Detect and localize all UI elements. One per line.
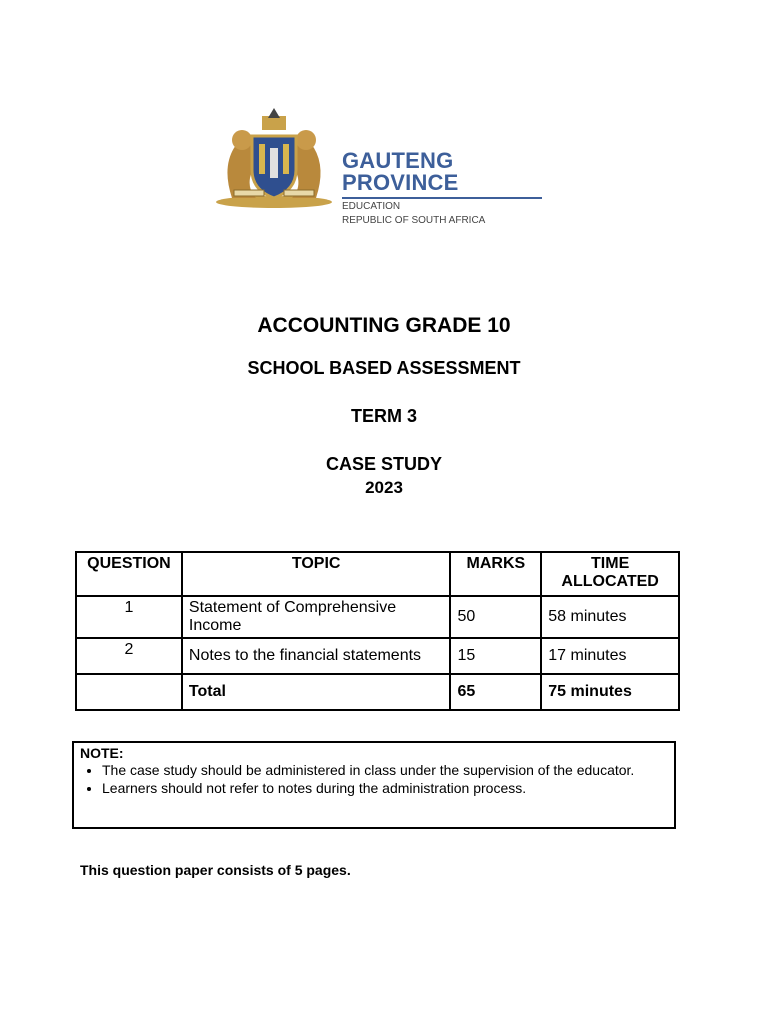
table-header-row — [76, 552, 679, 596]
country-name: REPUBLIC OF SOUTH AFRICA — [342, 215, 486, 226]
document-subtitle: SCHOOL BASED ASSESSMENT — [247, 358, 521, 378]
row-question: 1 — [76, 596, 182, 638]
note-list — [80, 763, 668, 796]
table-row — [76, 596, 679, 638]
row-question: 2 — [76, 638, 182, 674]
row-marks: 50 — [450, 596, 541, 638]
note-box — [72, 741, 676, 829]
header-marks: MARKS — [450, 552, 541, 596]
total-marks: 65 — [450, 674, 541, 710]
table-total-row — [76, 674, 679, 710]
note-heading: NOTE: — [80, 745, 124, 761]
row-marks: 15 — [450, 638, 541, 674]
document-title: ACCOUNTING GRADE 10 — [257, 314, 511, 337]
note-item: • The case study should be administered in class under the supervision of the educator. — [102, 763, 668, 778]
table-row — [76, 638, 679, 674]
note-item: • Learners should not refer to notes during the administration process. — [102, 781, 668, 796]
year-label: 2023 — [365, 478, 403, 497]
gauteng-logo — [212, 108, 547, 226]
task-label: CASE STUDY — [325, 454, 442, 474]
row-topic: Notes to the financial statements — [182, 638, 451, 674]
term-label: TERM 3 — [350, 406, 417, 426]
row-time: 58 minutes — [541, 596, 679, 638]
total-empty-cell — [76, 674, 182, 710]
logo-underline — [342, 197, 542, 199]
header-topic: TOPIC — [182, 552, 451, 596]
row-time: 17 minutes — [541, 638, 679, 674]
header-time: TIME ALLOCATED — [541, 552, 679, 596]
total-label: Total — [182, 674, 451, 710]
row-topic: Statement of Comprehensive Income — [182, 596, 451, 638]
questions-table — [75, 551, 680, 711]
department-name: EDUCATION — [342, 201, 401, 212]
province-name: GAUTENG PROVINCE — [342, 148, 459, 195]
coat-of-arms-icon — [212, 108, 337, 210]
header-question: QUESTION — [76, 552, 182, 596]
total-time: 75 minutes — [541, 674, 679, 710]
pages-note: This question paper consists of 5 pages. — [80, 862, 351, 878]
